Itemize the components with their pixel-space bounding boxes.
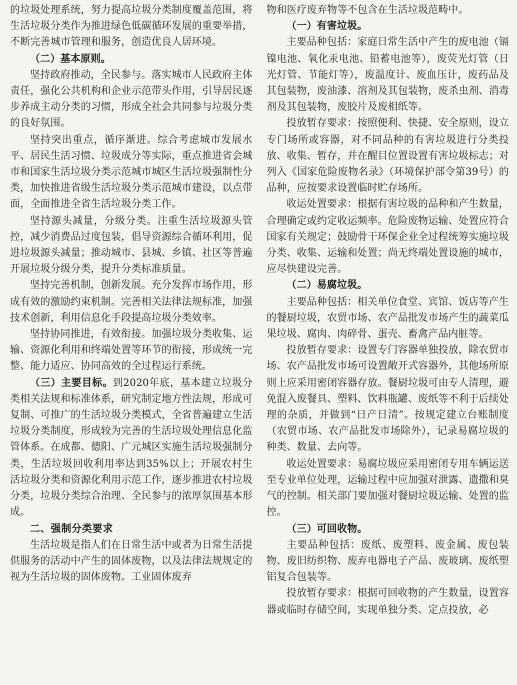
paragraph: 投放暂存要求：设置专门容器单独投放，除农贸市场、农产品批发市场可设置敞开式容器外，其他场所原则上应采用密闭容器存放。餐厨垃圾可由专人清理，避免混入废餐具、塑料、饮料瓶罐、废纸等不利于后续处理的杂质，并做到“日产日清”。按规定建立台账制度（农贸市场、农产品批发市场除外），记录易腐垃圾的种类、数量、去向等。 [266, 345, 509, 454]
paragraph: 生活垃圾是指人们在日常生活中或者为日常生活提供服务的活动中产生的固体废物，以及法律法规规定的视为生活垃圾的固体废物。工业固体废弃 [10, 539, 253, 584]
right-column [267, 3, 510, 685]
paragraph-lead: 投放暂存要求： [286, 588, 358, 600]
paragraph: 投放暂存要求：按照便利、快捷、安全原则，设立专门场所或容器，对不同品种的有害垃圾进行分类投放、收集、暂存，并在醒目位置设置有害垃圾标志；对列入《国家危险废物名录》（环境保护部令第39号）的品种，应按要求设置临时贮存场所。 [266, 118, 509, 195]
paragraph: 坚持源头减量，分级分类。注重生活垃圾源头管控，减少消费品过度包装，倡导资源综合循环利用，促进垃圾源头减量；推动城市、县城、乡镇、社区等普遍开展垃圾分级分类，提升分类标准质量。 [10, 215, 253, 276]
paragraph-lead: 主要品种包括： [286, 296, 358, 308]
paragraph-lead: 主要品种包括： [286, 539, 361, 551]
paragraph: 物和医疗废弃物等不包含在生活垃圾范畴中。 [266, 5, 469, 16]
paragraph-lead: 坚持突出重点，循序渐进。 [30, 134, 158, 146]
paragraph-lead: 坚持政府推动，全民参与。 [30, 69, 152, 81]
paragraph-lead: 坚持源头减量，分级分类。 [30, 215, 158, 227]
paragraph: 坚持政府推动，全民参与。落实城市人民政府主体责任，强化公共机构和企业示范带头作用，引导居民逐步养成主动分类的习惯，形成全社会共同参与垃圾分类的良好氛围。 [10, 69, 253, 130]
heading-basic-principles: （二）基本原则。 [30, 53, 111, 65]
left-column [10, 3, 253, 685]
paragraph-lead: 坚持完善机制，创新发展。 [30, 280, 152, 292]
heading-recyclables: （三）可回收物。 [286, 523, 368, 535]
paragraph: 主要品种包括：相关单位食堂、宾馆、饭店等产生的餐厨垃圾，农贸市场、农产品批发市场产生的蔬菜瓜果垃圾、腐肉、肉碎骨、蛋壳、畜禽产品内脏等。 [266, 296, 509, 341]
paragraph: 坚持协同推进，有效衔接。加强垃圾分类收集、运输、资源化利用和终端处置等环节的衔接，形成统一完整、能力适应、协同高效的全过程运行系统。 [10, 329, 253, 373]
paragraph-lead: 投放暂存要求： [286, 118, 358, 130]
paragraph-lead: 投放暂存要求： [286, 345, 358, 357]
heading-perishable-waste: （二）易腐垃圾。 [286, 280, 368, 292]
paragraph-lead: 主要品种包括： [286, 37, 358, 49]
paragraph: 收运处置要求：根据有害垃圾的品种和产生数量，合理确定或约定收运频率。危险废物运输、处置应符合国家有关规定；鼓励骨干环保企业全过程统筹实施垃圾分类、收集、运输和处置；尚无终端处置设施的城市，应尽快建设完善。 [266, 199, 509, 276]
paragraph-lead: 收运处置要求： [286, 199, 358, 211]
paragraph-lead: 收运处置要求： [286, 458, 358, 470]
paragraph: 坚持突出重点，循序渐进。综合考虑城市发展水平、居民生活习惯、垃圾成分等实际，重点推进省会城市和国家生活垃圾分类示范城市城区生活垃圾强制性分类，加快推进省级生活垃圾分类示范城市建设，以点带面，全面推进全省生活垃圾分类工作。 [10, 134, 253, 211]
paragraph: 主要品种包括：家庭日常生活中产生的废电池（镉镍电池、氧化汞电池、铅蓄电池等），废荧光灯管（日光灯管、节能灯等），废温度计、废血压计，废药品及其包装物，废油漆、溶剂及其包装物，废杀虫剂、消毒剂及其包装物，废胶片及废相纸等。 [266, 37, 509, 114]
heading-section-2: 二、强制分类要求 [30, 523, 114, 535]
heading-hazardous-waste: （一）有害垃圾。 [286, 21, 368, 33]
paragraph: 的垃圾处理系统，努力提高垃圾分类制度覆盖范围，将生活垃圾分类作为推进绿色低碳循环发展的重要举措，不断完善城市管理和服务，创造优良人居环境。 [10, 5, 253, 49]
paragraph: 投放暂存要求：根据可回收物的产生数量，设置容器或临时存储空间，实现单独分类、定点投放，必 [266, 588, 509, 616]
heading-main-goals: （三）主要目标。 [30, 377, 113, 389]
paragraph-lead: 坚持协同推进，有效衔接。 [30, 329, 152, 341]
paragraph: 坚持完善机制，创新发展。充分发挥市场作用，形成有效的激励约束机制。完善相关法律法规标准，加强技术创新，利用信息化手段提高垃圾分类效率。 [10, 280, 253, 324]
paragraph: 收运处置要求：易腐垃圾应采用密闭专用车辆运送至专业单位处理，运输过程中应加强对泄露、遗撒和臭气的控制。相关部门要加强对餐厨垃圾运输、处置的监控。 [266, 458, 509, 519]
paragraph: 主要品种包括：废纸、废塑料、废金属、废包装物、废旧纺织物、废弃电器电子产品、废玻璃、废纸塑铝复合包装等。 [266, 539, 509, 584]
paragraph: （三）主要目标。到2020年底，基本建立垃圾分类相关法规和标准体系，研究制定地方性法规，形成可复制、可推广的生活垃圾分类模式，全省普遍建立生活垃圾分类制度，形成较为完善的生活垃圾处理信息化监管体系。在成都、德阳、广元城区实施生活垃圾强制分类，生活垃圾回收利用率达到35%以上；开展农村生活垃圾分类和资源化利用示范工作，逐步推进农村垃圾分类，垃圾分类综合治理、全民参与的浓厚氛围基本形成。 [10, 377, 253, 519]
